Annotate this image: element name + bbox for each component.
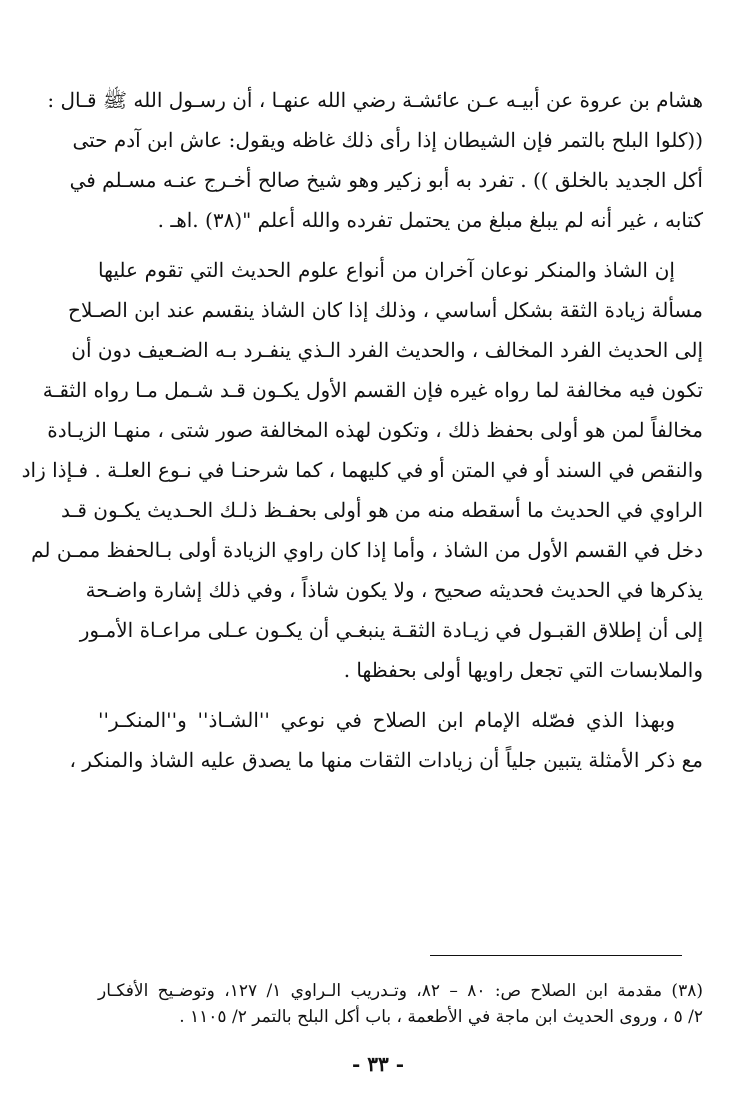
- text-line: هشام بن عروة عن أبيـه عـن عائشـة رضي الله عنهـا ، أن رسـول الله ﷺ قـال :: [47, 88, 703, 112]
- page-number: - ٣٣ -: [351, 1052, 404, 1076]
- text-line: إلى أن إطلاق القبـول في زيـادة الثقـة ينبغـي أن يكـون عـلى مراعـاة الأمـور: [79, 618, 703, 642]
- paragraph-gap: [98, 690, 703, 700]
- text-line: مع ذكر الأمثلة يتبين جلياً أن زيادات الثقات منها ما يصدق عليه الشاذ والمنكر ،: [69, 748, 703, 772]
- paragraph-gap: [98, 240, 703, 250]
- main-text: [21, 80, 703, 780]
- text-line: كتابه ، غير أنه لم يبلغ مبلغ من يحتمل تفرده والله أعلم "(٣٨) .اهـ .: [157, 208, 703, 232]
- footnote-line: ٢/ ٥ ، وروى الحديث ابن ماجة في الأطعمة ، باب أكل البلح بالتمر ٢/ ١١٠٥ .: [179, 1007, 703, 1027]
- text-line: دخل في القسم الأول من الشاذ ، وأما إذا كان راوي الزيادة أولى بـالحفظ ممـن لم: [31, 538, 703, 562]
- text-line: والملابسات التي تجعل راويها أولى بحفظها .: [343, 658, 703, 682]
- footnote-line: (٣٨) مقدمة ابن الصلاح ص: ٨٠ – ٨٢، وتـدريب الـراوي ١/ ١٢٧، وتوضـيح الأفكـار: [98, 981, 703, 1001]
- text-line: مسألة زيادة الثقة بشكل أساسي ، وذلك إذا كان الشاذ ينقسم عند ابن الصـلاح: [68, 298, 703, 322]
- text-line: يذكرها في الحديث فحديثه صحيح ، ولا يكون شاذاً ، وفي ذلك إشارة واضـحة: [85, 578, 703, 602]
- text-line: تكون فيه مخالفة لما رواه غيره فإن القسم الأول يكـون قـد شـمل مـا رواه الثقـة: [42, 378, 703, 402]
- text-line: إلى الحديث الفرد المخالف ، والحديث الفرد الـذي ينفـرد بـه الضـعيف دون أن: [71, 338, 703, 362]
- text-line: إن الشاذ والمنكر نوعان آخران من أنواع علوم الحديث التي تقوم عليها: [98, 258, 675, 282]
- paragraph-3: [69, 700, 703, 780]
- text-line: ((كلوا البلح بالتمر فإن الشيطان إذا رأى ذلك غاظه ويقول: عاش ابن آدم حتى: [72, 128, 703, 152]
- text-line: مخالفاً لمن هو أولى بحفظ ذلك ، وتكون لهذه المخالفة صور شتى ، منهـا الزيـادة: [47, 418, 703, 442]
- footnote-separator: [430, 955, 682, 956]
- text-line: والنقص في السند أو في المتن أو في كليهما ، كما شرحنـا في نـوع العلـة . فـإذا زاد: [21, 458, 703, 482]
- text-line: أكل الجديد بالخلق )) . تفرد به أبو زكير وهو شيخ صالح أخـرج عنـه مسـلم في: [69, 168, 703, 192]
- text-line: وبهذا الذي فصّله الإمام ابن الصلاح في نوعي ''الشـاذ'' و''المنكـر'': [98, 708, 675, 732]
- paragraph-1: [47, 80, 703, 240]
- paragraph-2: [21, 250, 703, 690]
- footnotes: [98, 978, 703, 1030]
- text-line: الراوي في الحديث ما أسقطه منه من هو أولى بحفـظ ذلـك الحـديث يكـون قـد: [60, 498, 703, 522]
